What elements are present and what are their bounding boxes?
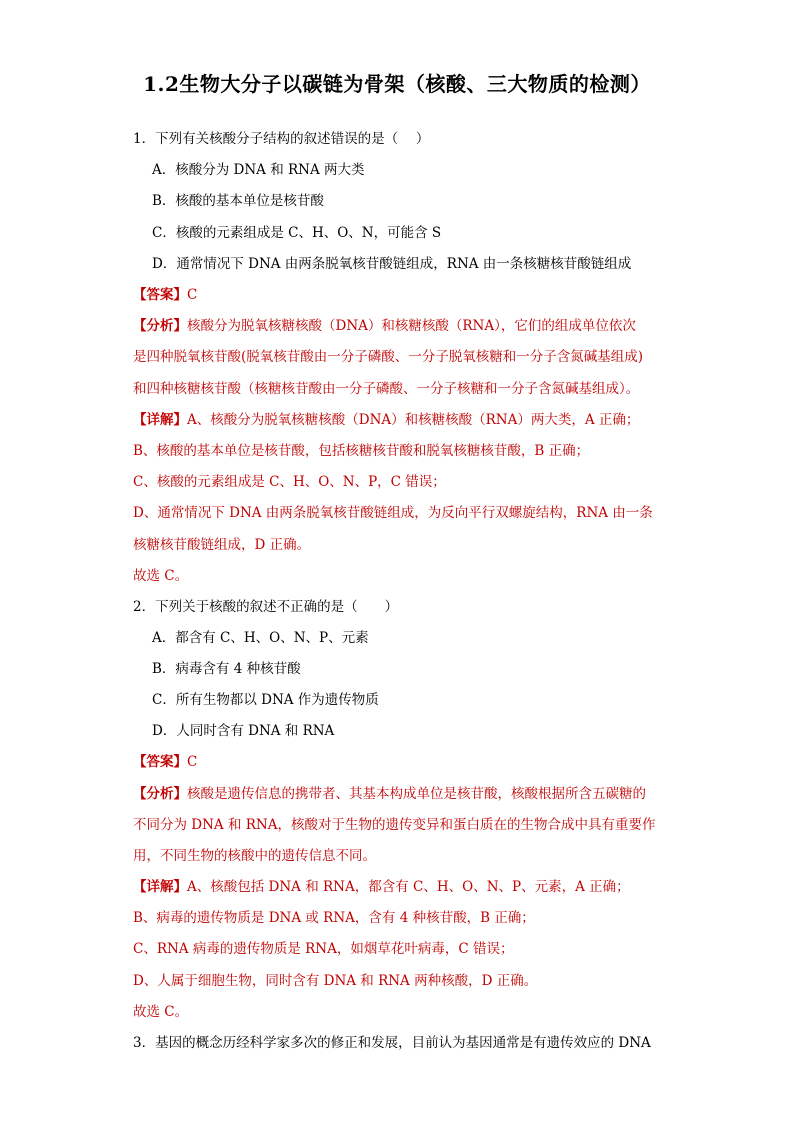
analysis-label: 【分析】 — [133, 786, 187, 802]
page-title: 1.2生物大分子以碳链为骨架（核酸、三大物质的检测） — [143, 72, 651, 96]
q1-detail-line: C、核酸的元素组成是 C、H、O、N、P，C 错误； — [133, 474, 446, 490]
q1-option-b: B．核酸的基本单位是核苷酸 — [152, 193, 324, 209]
detail-label: 【详解】 — [133, 412, 187, 428]
q1-detail-line: 核糖核苷酸链组成，D 正确。 — [133, 537, 311, 553]
answer-label: 【答案】 — [133, 754, 187, 770]
q2-analysis-line — [133, 785, 646, 803]
q1-detail-line: B、核酸的基本单位是核苷酸，包括核糖核苷酸和脱氧核糖核苷酸，B 正确； — [133, 443, 590, 459]
q2-option-a: A．都含有 C、H、O、N、P、元素 — [152, 630, 369, 646]
q1-answer — [133, 286, 197, 304]
detail-label: 【详解】 — [133, 879, 187, 895]
analysis-label: 【分析】 — [133, 318, 187, 334]
q1-answer-value: C — [187, 287, 198, 303]
q1-analysis-line: 和四种核糖核苷酸（核糖核苷酸由一分子磷酸、一分子核糖和一分子含氮碱基组成）。 — [133, 381, 640, 397]
q2-option-c: C．所有生物都以 DNA 作为遗传物质 — [152, 692, 379, 708]
q2-detail-text: A、核酸包括 DNA 和 RNA，都含有 C、H、O、N、P、元素，A 正确； — [187, 879, 630, 895]
q2-stem: 2．下列关于核酸的叙述不正确的是（ ） — [133, 599, 399, 615]
q1-stem: 1．下列有关核酸分子结构的叙述错误的是（ ） — [133, 131, 430, 147]
q1-detail-text: A、核酸分为脱氧核糖核酸（DNA）和核糖核酸（RNA）两大类，A 正确； — [187, 412, 640, 428]
q1-analysis-line — [133, 317, 636, 335]
q2-option-d: D．人同时含有 DNA 和 RNA — [152, 723, 335, 739]
q2-analysis-line: 不同分为 DNA 和 RNA，核酸对于生物的遗传变异和蛋白质在的生物合成中具有重要作 — [133, 817, 656, 833]
q1-option-a: A．核酸分为 DNA 和 RNA 两大类 — [152, 162, 365, 178]
answer-label: 【答案】 — [133, 287, 187, 303]
q2-option-b: B．病毒含有 4 种核苷酸 — [152, 661, 301, 677]
q1-detail-line: D、通常情况下 DNA 由两条脱氧核苷酸链组成，为反向平行双螺旋结构，RNA 由一条 — [133, 505, 653, 521]
q1-analysis-line: 是四种脱氧核苷酸(脱氧核苷酸由一分子磷酸、一分子脱氧核糖和一分子含氮碱基组成) — [133, 349, 644, 365]
q1-analysis-text: 核酸分为脱氧核糖核酸（DNA）和核糖核酸（RNA），它们的组成单位依次 — [187, 318, 636, 334]
q3-stem: 3．基因的概念历经科学家多次的修正和发展，目前认为基因通常是有遗传效应的 DNA — [133, 1035, 651, 1051]
q2-detail-line — [133, 878, 630, 896]
q2-conclusion: 故选 C。 — [133, 1004, 189, 1020]
q1-conclusion: 故选 C。 — [133, 568, 189, 584]
q1-option-d: D．通常情况下 DNA 由两条脱氧核苷酸链组成，RNA 由一条核糖核苷酸链组成 — [152, 256, 632, 272]
q2-answer-value: C — [187, 754, 198, 770]
q2-detail-line: D、人属于细胞生物，同时含有 DNA 和 RNA 两种核酸，D 正确。 — [133, 973, 538, 989]
q2-detail-line: C、RNA 病毒的遗传物质是 RNA，如烟草花叶病毒，C 错误； — [133, 941, 514, 957]
q1-option-c: C．核酸的元素组成是 C、H、O、N，可能含 S — [152, 225, 442, 241]
q2-answer — [133, 753, 197, 771]
q1-detail-line — [133, 411, 639, 429]
q2-analysis-text: 核酸是遗传信息的携带者、其基本构成单位是核苷酸，核酸根据所含五碳糖的 — [187, 786, 646, 802]
q2-analysis-line: 用，不同生物的核酸中的遗传信息不同。 — [133, 848, 376, 864]
q2-detail-line: B、病毒的遗传物质是 DNA 或 RNA，含有 4 种核苷酸，B 正确； — [133, 910, 535, 926]
